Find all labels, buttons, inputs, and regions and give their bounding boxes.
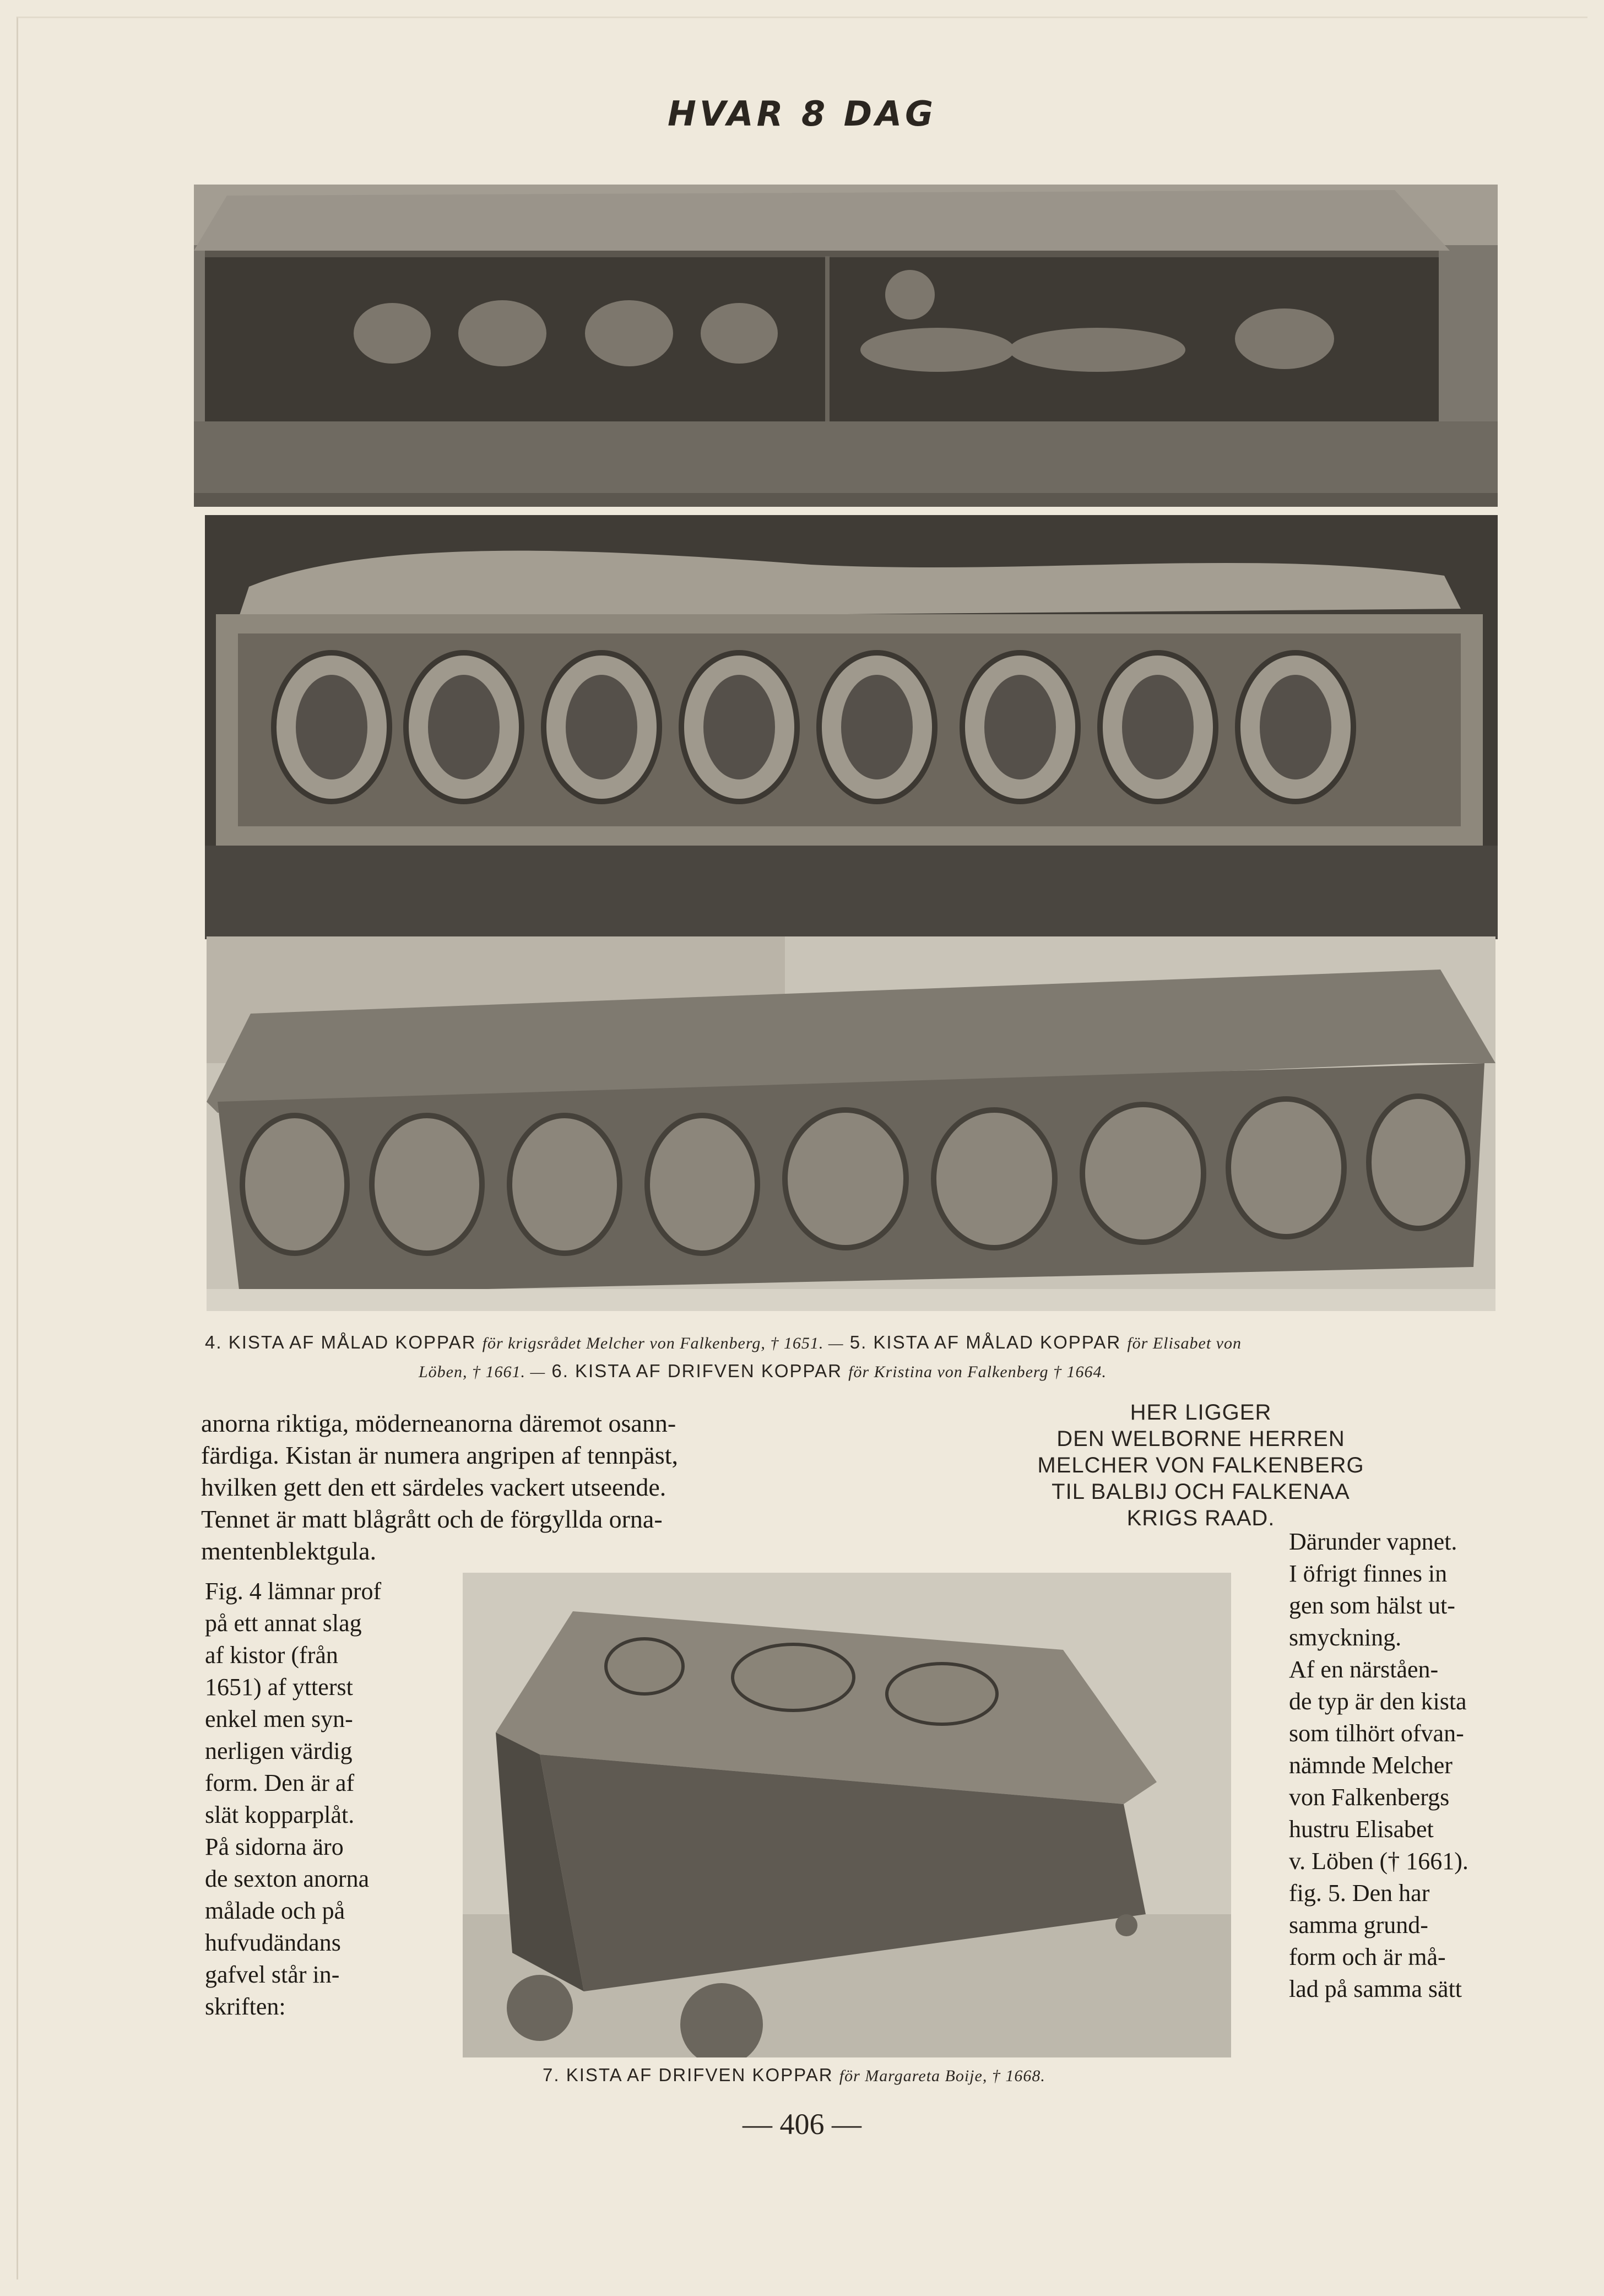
- body-line: v. Löben († 1661).: [1289, 1848, 1468, 1875]
- caption-fig7-title: 7. KISTA AF DRIFVEN KOPPAR: [543, 2065, 833, 2085]
- photo-coffin-on-feet: [463, 1573, 1231, 2057]
- caption-fig5-subject: för Elisabet von: [1127, 1334, 1242, 1352]
- body-text-right: [1289, 1526, 1468, 2005]
- caption-top-line2: [419, 1361, 1107, 1382]
- body-line: smyckning.: [1289, 1624, 1402, 1651]
- coffin-painted-image: [194, 185, 1498, 507]
- body-line: Af en närståen-: [1289, 1656, 1439, 1683]
- body-line: form. Den är af: [205, 1769, 355, 1796]
- body-line: skriften:: [205, 1993, 286, 2020]
- body-line: färdiga. Kistan är numera angripen af tennpäst,: [201, 1441, 678, 1469]
- body-line: hufvudändans: [205, 1929, 341, 1956]
- body-line: samma grund-: [1289, 1911, 1428, 1938]
- body-line: Tennet är matt blågrått och de förgyllda orna-: [201, 1505, 663, 1533]
- inscription-line: DEN WELBORNE HERREN: [1056, 1427, 1345, 1451]
- page-header: HVAR 8 DAG: [667, 94, 937, 134]
- body-line: Därunder vapnet.: [1289, 1528, 1457, 1555]
- caption-bottom: [543, 2065, 1045, 2086]
- body-line: gen som hälst ut-: [1289, 1592, 1455, 1619]
- fig4-number: 4.: [205, 1332, 223, 1352]
- photo-coffin-painted: [194, 185, 1498, 507]
- body-line: anorna riktiga, möderneanorna däremot osann-: [201, 1409, 676, 1437]
- body-line: hustru Elisabet: [1289, 1816, 1434, 1843]
- body-line: hvilken gett den ett särdeles vackert utseende.: [201, 1473, 666, 1501]
- body-line: von Falkenbergs: [1289, 1784, 1450, 1811]
- body-line: af kistor (från: [205, 1642, 338, 1669]
- body-line: nämnde Melcher: [1289, 1752, 1453, 1779]
- body-line: som tilhört ofvan-: [1289, 1720, 1464, 1747]
- body-text-top: [201, 1407, 678, 1567]
- body-line: nerligen värdig: [205, 1737, 353, 1764]
- photo-coffin-medallions: [205, 515, 1498, 939]
- body-line: Fig. 4 lämnar prof: [205, 1578, 382, 1605]
- page-number: — 406 —: [743, 2108, 861, 2141]
- caption-fig6-title: 6. KISTA AF DRIFVEN KOPPAR: [551, 1361, 842, 1381]
- coffin-medallions-image: [205, 515, 1498, 939]
- caption-fig7-subject: för Margareta Boije, † 1668.: [839, 2067, 1045, 2085]
- body-line: målade och på: [205, 1897, 345, 1924]
- body-line: gafvel står in-: [205, 1961, 340, 1988]
- inscription-block: [975, 1399, 1427, 1531]
- body-line: form och är må-: [1289, 1943, 1446, 1970]
- inscription-line: MELCHER VON FALKENBERG: [1037, 1453, 1364, 1477]
- body-line: I öfrigt finnes in: [1289, 1560, 1448, 1587]
- body-line: enkel men syn-: [205, 1705, 353, 1732]
- inscription-line: TIL BALBIJ OCH FALKENAA: [1052, 1480, 1350, 1504]
- body-text-left: [205, 1575, 381, 2023]
- caption-fig5-title: 5. KISTA AF MÅLAD KOPPAR: [849, 1332, 1121, 1352]
- body-line: slät kopparplåt.: [205, 1801, 355, 1828]
- caption-top-line1: [205, 1332, 1242, 1353]
- body-line: de sexton anorna: [205, 1865, 370, 1892]
- caption-fig4-subject: för krigsrådet Melcher von Falkenberg, † 1651. —: [482, 1334, 844, 1352]
- inscription-line: HER LIGGER: [1130, 1400, 1272, 1425]
- coffin-embossed-image: [207, 936, 1495, 1311]
- body-line: de typ är den kista: [1289, 1688, 1467, 1715]
- caption-fig6-subject: för Kristina von Falkenberg † 1664.: [848, 1363, 1107, 1381]
- photo-coffin-embossed: [207, 936, 1495, 1311]
- caption-fig4-title: KISTA AF MÅLAD KOPPAR: [228, 1332, 476, 1352]
- caption-fig5-subject-cont: Löben, † 1661. —: [419, 1363, 546, 1381]
- body-line: På sidorna äro: [205, 1833, 344, 1860]
- body-line: på ett annat slag: [205, 1610, 362, 1637]
- body-line: fig. 5. Den har: [1289, 1880, 1430, 1907]
- body-line: lad på samma sätt: [1289, 1975, 1462, 2002]
- body-line: mentenblektgula.: [201, 1537, 377, 1565]
- inscription-line: KRIGS RAAD.: [1126, 1506, 1275, 1530]
- body-line: 1651) af ytterst: [205, 1674, 353, 1701]
- coffin-on-feet-image: [463, 1573, 1231, 2057]
